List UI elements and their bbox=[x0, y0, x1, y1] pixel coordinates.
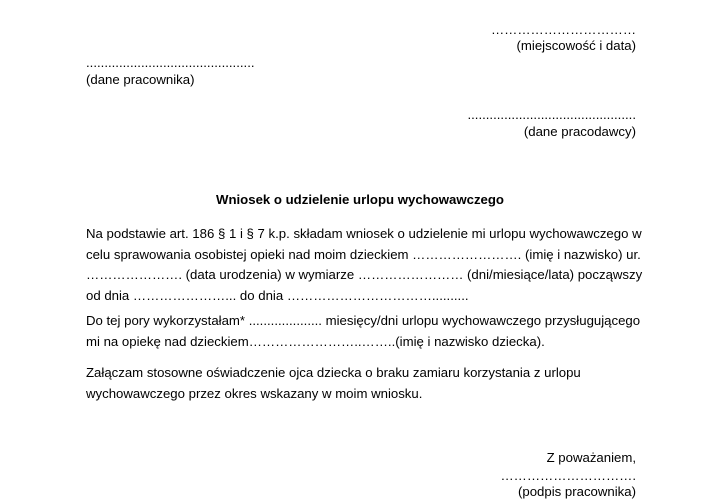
paragraph-line: Załączam stosowne oświadczenie ojca dziecka o braku zamiaru korzystania z urlopu bbox=[86, 365, 581, 380]
signature-dots: …………………………. bbox=[500, 468, 636, 483]
paragraph-line: mi na opiekę nad dzieckiem……………………..……..(imię i nazwisko dziecka). bbox=[86, 333, 545, 349]
body-paragraph-request bbox=[86, 224, 642, 306]
body-paragraph-attachment bbox=[86, 363, 581, 404]
employee-data-dots: .............................................. bbox=[86, 55, 255, 70]
paragraph-line: wychowawczego przez okres wskazany w moim wniosku. bbox=[86, 385, 423, 401]
employee-data-label: (dane pracownika) bbox=[86, 72, 195, 87]
closing-greeting: Z poważaniem, bbox=[546, 450, 636, 465]
body-paragraph-used-leave bbox=[86, 311, 640, 352]
paragraph-line: …………………. (data urodzenia) w wymiarze …………………… (dni/miesiące/lata) począwszy bbox=[86, 267, 643, 282]
paragraph-line: celu sprawowania osobistej opieki nad moim dzieckiem ……………………. (imię i nazwisko) ur. bbox=[86, 246, 641, 262]
paragraph-line: Do tej pory wykorzystałam* .................... miesięcy/dni urlopu wychowawczego przysługującego bbox=[86, 313, 641, 328]
employer-data-label: (dane pracodawcy) bbox=[523, 124, 636, 139]
document-title: Wniosek o udzielenie urlopu wychowawczego bbox=[216, 192, 504, 207]
place-date-dots: …………………………… bbox=[490, 22, 636, 37]
employer-data-dots: .............................................. bbox=[467, 107, 636, 122]
paragraph-line: od dnia …………………... do dnia …………………………….......... bbox=[86, 287, 469, 303]
paragraph-line: Na podstawie art. 186 § 1 i § 7 k.p. składam wniosek o udzielenie mi urlopu wychowawczego w bbox=[86, 226, 642, 241]
place-date-label: (miejscowość i data) bbox=[516, 38, 636, 53]
signature-label: (podpis pracownika) bbox=[517, 484, 636, 499]
